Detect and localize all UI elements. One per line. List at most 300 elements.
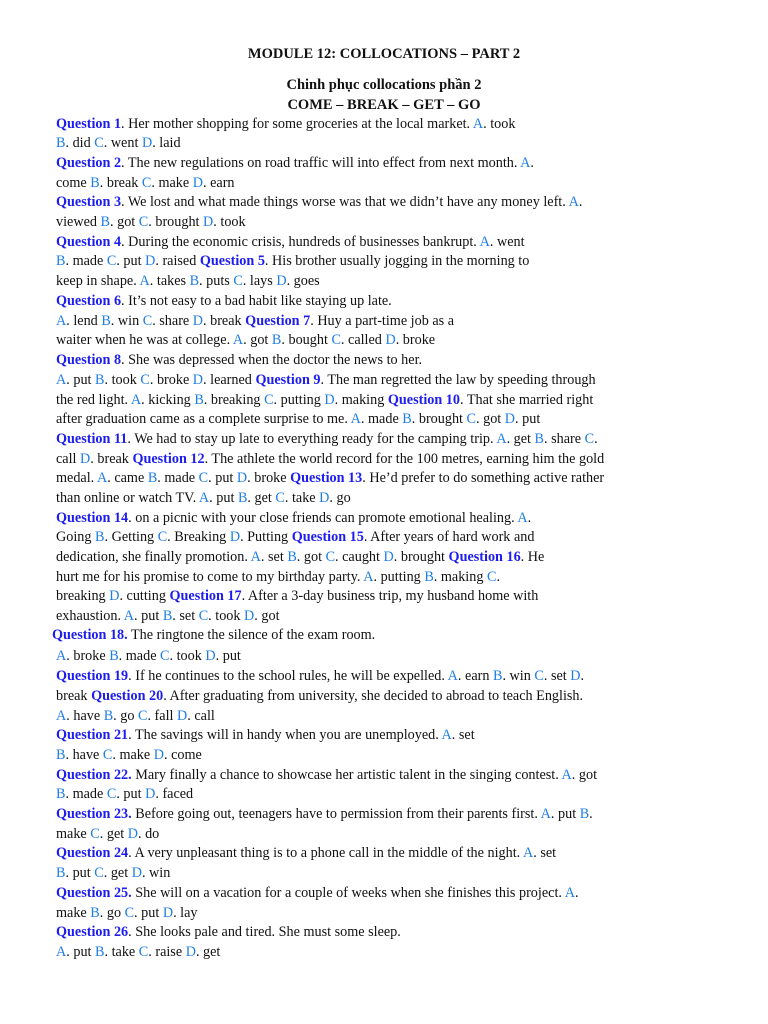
option-letter: D bbox=[570, 668, 581, 684]
line-text: break bbox=[56, 688, 92, 704]
option-letter: A bbox=[447, 668, 458, 684]
question-label: Question 6 bbox=[56, 293, 122, 309]
option-letter: B bbox=[90, 175, 100, 191]
option-letter: C bbox=[264, 392, 274, 408]
option-letter: A bbox=[564, 885, 575, 901]
question-label: Question 5 bbox=[199, 253, 265, 269]
question-line bbox=[56, 391, 593, 411]
line-text: . took bbox=[208, 608, 245, 624]
line-text: . get bbox=[195, 944, 221, 960]
option-letter: A bbox=[441, 727, 452, 743]
option-letter: A bbox=[198, 490, 210, 506]
question-label: Question 23. bbox=[56, 806, 132, 822]
line-text: . made bbox=[65, 253, 107, 269]
question-label: Question 24 bbox=[56, 845, 129, 861]
question-line bbox=[56, 410, 540, 430]
line-text: . The man regretted the law by speeding through bbox=[320, 372, 596, 388]
line-text: . come bbox=[164, 747, 202, 763]
option-letter: A bbox=[130, 392, 142, 408]
line-text: . After years of hard work and bbox=[363, 529, 535, 545]
question-line bbox=[56, 430, 598, 450]
question-line bbox=[56, 331, 435, 351]
line-text: . lay bbox=[173, 905, 198, 921]
line-text: . put bbox=[550, 806, 580, 822]
question-line bbox=[56, 707, 215, 727]
line-text: . set bbox=[172, 608, 199, 624]
option-letter: C bbox=[106, 786, 117, 802]
line-text: . bbox=[530, 155, 534, 171]
line-text: . goes bbox=[286, 273, 320, 289]
line-text: . made bbox=[118, 648, 161, 664]
option-letter: D bbox=[185, 944, 196, 960]
line-text: . set bbox=[543, 668, 571, 684]
line-text: . get bbox=[506, 431, 535, 447]
line-text: . fall bbox=[147, 708, 177, 724]
line-text: . takes bbox=[149, 273, 190, 289]
line-text: . If he continues to the school rules, he will be expelled. bbox=[128, 668, 448, 684]
question-line bbox=[52, 626, 375, 646]
option-letter: A bbox=[56, 944, 67, 960]
option-letter: C bbox=[534, 668, 544, 684]
question-label: Question 12 bbox=[132, 451, 205, 467]
option-letter: B bbox=[95, 529, 105, 545]
line-text: . broke bbox=[247, 470, 291, 486]
question-label: Question 9 bbox=[255, 372, 321, 388]
line-text: . After graduating from university, she decided to abroad to teach English. bbox=[163, 688, 584, 704]
option-letter: C bbox=[325, 549, 336, 565]
option-letter: A bbox=[56, 708, 67, 724]
line-text: . took bbox=[483, 116, 516, 132]
line-text: . put bbox=[66, 944, 96, 960]
line-text: . earn bbox=[203, 175, 235, 191]
line-text: . putting bbox=[373, 569, 425, 585]
line-text: . got bbox=[110, 214, 139, 230]
question-label: Question 17 bbox=[169, 588, 242, 604]
question-line bbox=[56, 943, 220, 963]
line-text: . get bbox=[247, 490, 276, 506]
line-text: . put bbox=[515, 411, 541, 427]
question-line bbox=[56, 785, 193, 805]
line-text: . During the economic crisis, hundreds of businesses bankrupt. bbox=[121, 234, 480, 250]
line-text: make bbox=[56, 826, 91, 842]
line-text: . have bbox=[66, 708, 104, 724]
line-text: . went bbox=[103, 135, 142, 151]
question-line bbox=[56, 923, 401, 943]
option-letter: C bbox=[90, 826, 100, 842]
line-text: . made bbox=[65, 786, 107, 802]
option-letter: B bbox=[534, 431, 545, 447]
option-letter: A bbox=[540, 806, 551, 822]
line-text: . broke bbox=[395, 332, 436, 348]
option-letter: C bbox=[584, 431, 595, 447]
question-line bbox=[56, 805, 593, 825]
line-text: . put bbox=[208, 470, 237, 486]
line-text: . brought bbox=[393, 549, 449, 565]
line-text: . set bbox=[533, 845, 557, 861]
line-text: . We had to stay up late to everything ready for the camping trip. bbox=[127, 431, 497, 447]
question-line bbox=[56, 587, 538, 607]
question-line bbox=[56, 292, 392, 312]
line-text: medal. bbox=[56, 470, 97, 486]
option-letter: D bbox=[203, 214, 214, 230]
question-label: Question 25. bbox=[56, 885, 132, 901]
option-letter: D bbox=[192, 175, 203, 191]
question-label: Question 10 bbox=[387, 392, 460, 408]
question-line bbox=[56, 371, 596, 391]
question-label: Question 7 bbox=[245, 313, 311, 329]
line-text: . caught bbox=[335, 549, 384, 565]
option-letter: C bbox=[198, 470, 209, 486]
question-line bbox=[56, 154, 534, 174]
line-text: . broke bbox=[149, 372, 193, 388]
question-line bbox=[56, 548, 544, 568]
question-label: Question 15 bbox=[291, 529, 364, 545]
line-text: . She looks pale and tired. She must some sleep. bbox=[128, 924, 401, 940]
module-title: MODULE 12: COLLOCATIONS – PART 2 bbox=[247, 46, 521, 62]
line-text: . made bbox=[157, 470, 199, 486]
option-letter: A bbox=[520, 155, 531, 171]
option-letter: C bbox=[102, 747, 113, 763]
line-text: . bbox=[496, 569, 500, 585]
option-letter: B bbox=[147, 470, 158, 486]
line-text: . go bbox=[329, 490, 351, 506]
line-text: . It’s not easy to a bad habit like staying up late. bbox=[121, 293, 392, 309]
question-label: Question 13 bbox=[290, 470, 363, 486]
question-line bbox=[56, 469, 604, 489]
option-letter: C bbox=[275, 490, 285, 506]
line-text: . After a 3-day business trip, my husband home with bbox=[241, 588, 539, 604]
line-text: . put bbox=[65, 865, 95, 881]
option-letter: A bbox=[96, 470, 108, 486]
line-text: . on a picnic with your close friends can promote emotional healing. bbox=[128, 510, 518, 526]
option-letter: C bbox=[157, 529, 168, 545]
line-text: waiter when he was at college. bbox=[56, 332, 233, 348]
line-text: . A very unpleasant thing is to a phone call in the middle of the night. bbox=[128, 845, 523, 861]
line-text: . make bbox=[112, 747, 154, 763]
question-label: Question 3 bbox=[56, 194, 122, 210]
line-text: make bbox=[56, 905, 91, 921]
line-text: . breaking bbox=[203, 392, 265, 408]
option-letter: A bbox=[517, 510, 528, 526]
line-text: She will on a vacation for a couple of weeks when she finishes this project. bbox=[131, 885, 565, 901]
line-text: . set bbox=[451, 727, 475, 743]
line-text: . came bbox=[107, 470, 148, 486]
question-label: Question 2 bbox=[56, 155, 122, 171]
question-line bbox=[56, 528, 534, 548]
line-text: . making bbox=[334, 392, 388, 408]
option-letter: B bbox=[287, 549, 297, 565]
line-text: . earn bbox=[457, 668, 493, 684]
line-text: after graduation came as a complete surprise to me. bbox=[56, 411, 351, 427]
option-letter: B bbox=[194, 392, 204, 408]
option-letter: D bbox=[385, 332, 396, 348]
question-label: Question 8 bbox=[56, 352, 122, 368]
option-letter: C bbox=[160, 648, 170, 664]
option-letter: D bbox=[236, 470, 248, 486]
line-text: . share bbox=[152, 313, 193, 329]
line-text: . raise bbox=[148, 944, 186, 960]
option-letter: C bbox=[137, 708, 148, 724]
topic-heading: COME – BREAK – GET – GO bbox=[287, 97, 481, 113]
option-letter: D bbox=[383, 549, 394, 565]
line-text: . have bbox=[65, 747, 103, 763]
option-letter: B bbox=[271, 332, 282, 348]
question-label: Question 19 bbox=[56, 668, 129, 684]
line-text: . got bbox=[254, 608, 280, 624]
question-line bbox=[56, 766, 597, 786]
line-text: . That she married right bbox=[459, 392, 594, 408]
line-text: . bbox=[594, 431, 598, 447]
line-text: . bbox=[578, 194, 583, 210]
question-label: Question 26 bbox=[56, 924, 129, 940]
option-letter: D bbox=[153, 747, 164, 763]
question-line bbox=[56, 607, 280, 627]
line-text: . She was depressed when the doctor the news to her. bbox=[121, 352, 423, 368]
option-letter: C bbox=[142, 313, 153, 329]
option-letter: B bbox=[237, 490, 248, 506]
option-letter: B bbox=[56, 135, 66, 151]
line-text: . bbox=[589, 806, 593, 822]
line-text: . get bbox=[103, 865, 132, 881]
option-letter: A bbox=[472, 116, 484, 132]
option-letter: C bbox=[138, 944, 149, 960]
line-text: . win bbox=[141, 865, 171, 881]
line-text: . go bbox=[99, 905, 125, 921]
question-label: Question 22. bbox=[56, 767, 132, 783]
option-letter: C bbox=[141, 175, 152, 191]
option-letter: A bbox=[561, 767, 572, 783]
option-letter: D bbox=[141, 135, 153, 151]
line-text: . do bbox=[137, 826, 160, 842]
option-letter: B bbox=[162, 608, 173, 624]
option-letter: C bbox=[138, 214, 149, 230]
option-letter: A bbox=[250, 549, 261, 565]
line-text: . got bbox=[571, 767, 598, 783]
question-line bbox=[56, 746, 202, 766]
option-letter: C bbox=[486, 569, 497, 585]
line-text: . went bbox=[489, 234, 525, 250]
option-letter: A bbox=[568, 194, 579, 210]
option-letter: A bbox=[350, 411, 361, 427]
line-text: . did bbox=[65, 135, 95, 151]
line-text: . bbox=[527, 510, 532, 526]
option-letter: C bbox=[106, 253, 117, 269]
question-line bbox=[56, 312, 454, 332]
line-text: . bought bbox=[281, 332, 332, 348]
line-text: . kicking bbox=[141, 392, 195, 408]
line-text: . cutting bbox=[119, 588, 170, 604]
line-text: . put bbox=[209, 490, 238, 506]
option-letter: C bbox=[233, 273, 243, 289]
line-text: . got bbox=[243, 332, 272, 348]
option-letter: D bbox=[127, 826, 138, 842]
option-letter: D bbox=[145, 253, 156, 269]
line-text: . take bbox=[104, 944, 139, 960]
line-text: The ringtone the silence of the exam room. bbox=[127, 627, 376, 643]
option-letter: A bbox=[56, 372, 67, 388]
option-letter: B bbox=[103, 708, 114, 724]
option-letter: B bbox=[90, 905, 100, 921]
line-text: . took bbox=[104, 372, 141, 388]
line-text: . set bbox=[260, 549, 288, 565]
line-text: . break bbox=[203, 313, 246, 329]
option-letter: D bbox=[145, 786, 156, 802]
option-letter: D bbox=[109, 588, 120, 604]
line-text: . take bbox=[284, 490, 320, 506]
line-text: . made bbox=[360, 411, 403, 427]
line-text: . get bbox=[99, 826, 128, 842]
line-text: than online or watch TV. bbox=[56, 490, 199, 506]
line-text: . brought bbox=[148, 214, 204, 230]
line-text: . got bbox=[476, 411, 505, 427]
question-label: Question 11 bbox=[56, 431, 128, 447]
line-text: Going bbox=[56, 529, 96, 545]
option-letter: A bbox=[123, 608, 135, 624]
option-letter: C bbox=[140, 372, 150, 388]
line-text: . faced bbox=[155, 786, 194, 802]
option-letter: B bbox=[56, 747, 66, 763]
question-label: Question 14 bbox=[56, 510, 129, 526]
option-letter: D bbox=[131, 865, 142, 881]
line-text: . The athlete the world record for the 100 metres, earning him the gold bbox=[204, 451, 605, 467]
question-label: Question 20 bbox=[91, 688, 164, 704]
option-letter: B bbox=[189, 273, 200, 289]
line-text: . break bbox=[90, 451, 133, 467]
line-text: . broke bbox=[66, 648, 110, 664]
line-text: . win bbox=[110, 313, 143, 329]
option-letter: A bbox=[139, 273, 150, 289]
line-text: . bbox=[580, 668, 585, 684]
option-letter: B bbox=[100, 214, 110, 230]
option-letter: B bbox=[95, 372, 105, 388]
line-text: Before going out, teenagers have to permission from their parents first. bbox=[131, 806, 541, 822]
line-text: . puts bbox=[199, 273, 234, 289]
option-letter: B bbox=[402, 411, 412, 427]
question-line bbox=[56, 825, 159, 845]
option-letter: D bbox=[324, 392, 335, 408]
option-letter: B bbox=[56, 865, 66, 881]
line-text: . took bbox=[169, 648, 206, 664]
option-letter: B bbox=[95, 944, 105, 960]
line-text: Mary finally a chance to showcase her artistic talent in the singing contest. bbox=[131, 767, 562, 783]
option-letter: D bbox=[319, 490, 330, 506]
line-text: . bbox=[574, 885, 579, 901]
line-text: breaking bbox=[56, 588, 110, 604]
line-text: . win bbox=[502, 668, 535, 684]
option-letter: A bbox=[363, 569, 374, 585]
option-letter: D bbox=[162, 905, 174, 921]
option-letter: C bbox=[94, 135, 104, 151]
question-line bbox=[56, 233, 525, 253]
line-text: the red light. bbox=[56, 392, 131, 408]
line-text: . lend bbox=[66, 313, 102, 329]
line-text: . put bbox=[116, 253, 146, 269]
line-text: . lays bbox=[242, 273, 277, 289]
line-text: . brought bbox=[411, 411, 467, 427]
option-letter: D bbox=[192, 313, 204, 329]
question-line bbox=[56, 134, 181, 154]
question-label: Question 18. bbox=[52, 627, 128, 643]
option-letter: A bbox=[496, 431, 507, 447]
question-label: Question 16 bbox=[448, 549, 521, 565]
question-line bbox=[56, 844, 556, 864]
line-text: . put bbox=[116, 786, 146, 802]
option-letter: C bbox=[198, 608, 209, 624]
line-text: . call bbox=[187, 708, 215, 724]
question-line bbox=[56, 904, 198, 924]
line-text: come bbox=[56, 175, 91, 191]
line-text: . called bbox=[340, 332, 386, 348]
option-letter: B bbox=[56, 786, 66, 802]
option-letter: D bbox=[504, 411, 516, 427]
option-letter: D bbox=[192, 372, 204, 388]
question-line bbox=[56, 864, 170, 884]
option-letter: C bbox=[331, 332, 341, 348]
question-line bbox=[56, 351, 422, 371]
option-letter: C bbox=[466, 411, 477, 427]
line-text: . His brother usually jogging in the morning to bbox=[264, 253, 530, 269]
option-letter: B bbox=[101, 313, 111, 329]
line-text: . putting bbox=[273, 392, 325, 408]
option-letter: D bbox=[80, 451, 91, 467]
line-text: . put bbox=[66, 372, 96, 388]
option-letter: B bbox=[492, 668, 503, 684]
line-text: . break bbox=[99, 175, 142, 191]
question-line bbox=[56, 667, 584, 687]
line-text: . Her mother shopping for some groceries at the local market. bbox=[121, 116, 473, 132]
document-subtitle: Chinh phục collocations phần 2 bbox=[286, 77, 482, 93]
line-text: . raised bbox=[155, 253, 200, 269]
line-text: call bbox=[56, 451, 81, 467]
question-line bbox=[56, 174, 235, 194]
option-letter: D bbox=[229, 529, 241, 545]
question-label: Question 4 bbox=[56, 234, 122, 250]
line-text: . He’d prefer to do something active rather bbox=[362, 470, 605, 486]
option-letter: B bbox=[579, 806, 590, 822]
line-text: . got bbox=[296, 549, 326, 565]
line-text: . laid bbox=[152, 135, 181, 151]
line-text: viewed bbox=[56, 214, 101, 230]
option-letter: A bbox=[56, 648, 67, 664]
line-text: . go bbox=[113, 708, 138, 724]
line-text: . put bbox=[134, 608, 163, 624]
option-letter: A bbox=[232, 332, 244, 348]
line-text: . Breaking bbox=[167, 529, 230, 545]
line-text: . We lost and what made things worse was that we didn’t have any money left. bbox=[121, 194, 569, 210]
question-label: Question 21 bbox=[56, 727, 129, 743]
line-text: . The new regulations on road traffic will into effect from next month. bbox=[121, 155, 521, 171]
line-text: exhaustion. bbox=[56, 608, 124, 624]
question-line bbox=[56, 213, 246, 233]
line-text: . make bbox=[151, 175, 193, 191]
question-line bbox=[56, 272, 320, 292]
line-text: . The savings will in handy when you are unemployed. bbox=[128, 727, 442, 743]
option-letter: D bbox=[276, 273, 287, 289]
option-letter: C bbox=[124, 905, 135, 921]
question-line bbox=[56, 647, 241, 667]
line-text: . share bbox=[544, 431, 585, 447]
line-text: hurt me for his promise to come to my birthday party. bbox=[56, 569, 364, 585]
question-line bbox=[56, 450, 604, 470]
line-text: dedication, she finally promotion. bbox=[56, 549, 251, 565]
option-letter: B bbox=[56, 253, 66, 269]
line-text: . put bbox=[215, 648, 241, 664]
question-line bbox=[56, 115, 515, 135]
question-line bbox=[56, 509, 531, 529]
line-text: . took bbox=[213, 214, 246, 230]
line-text: . Putting bbox=[240, 529, 292, 545]
question-line bbox=[56, 884, 579, 904]
